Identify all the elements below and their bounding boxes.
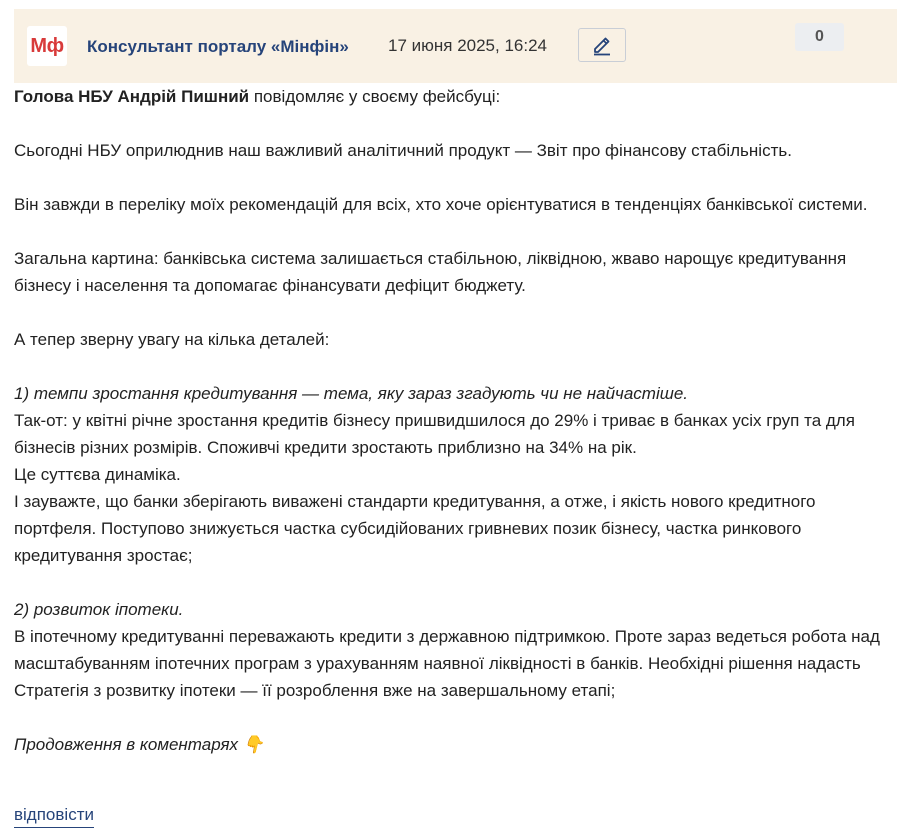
section-1-line-3: І зауважте, що банки зберігають виважені стандарти кредитування, а отже, і якість нового кредитного портфеля. Поступово знижується частка субсидійованих гривневих позик бізнесу, частка ринкового кредитування зростає; (14, 492, 816, 565)
paragraph-2: Він завжди в переліку моїх рекомендацій для всіх, хто хоче орієнтуватися в тенденціях банківської системи. (14, 195, 868, 214)
section-1-title: 1) темпи зростання кредитування — тема, яку зараз згадують чи не найчастіше. (14, 384, 689, 403)
comment-body (14, 83, 894, 758)
intro-text: повідомляє у своєму фейсбуці: (249, 87, 501, 106)
paragraph-1: Сьогодні НБУ оприлюднив наш важливий аналітичний продукт — Звіт про фінансову стабільність. (14, 141, 792, 160)
edit-button[interactable] (578, 28, 626, 62)
comment-header (14, 9, 897, 83)
continuation-note: Продовження в коментарях 👇 (14, 735, 264, 754)
section-1-line-2: Це суттєва динаміка. (14, 465, 181, 484)
post-date: 17 июня 2025, 16:24 (388, 36, 548, 55)
section-2-title: 2) розвиток іпотеки. (14, 600, 184, 619)
reply-link[interactable]: відповісти (14, 803, 94, 828)
intro-paragraph (14, 83, 894, 110)
rating-counter[interactable]: 0 (795, 23, 844, 51)
section-1-line-1: Так-от: у квітні річне зростання кредитів бізнесу пришвидшилося до 29% і триває в банках усіх груп та для бізнесів різних розмірів. Споживчі кредити зростають приблизно на 34% на рік. (14, 411, 855, 457)
intro-author: Голова НБУ Андрій Пишний (14, 87, 250, 106)
minfin-logo[interactable]: Мф (27, 26, 67, 66)
pencil-icon (591, 34, 613, 56)
author-link[interactable]: Консультант порталу «Мінфін» (87, 37, 349, 56)
section-2-line-1: В іпотечному кредитуванні переважають кредити з державною підтримкою. Проте зараз ведеться робота над масштабуванням іпотечних програм з урахуванням наявної ліквідності в банків. Необхідні рішення надасть Стратегія з розвитку іпотеки — її розроблення вже на завершальному етапі; (14, 627, 880, 700)
paragraph-3: Загальна картина: банківська система залишається стабільною, ліквідною, жваво нарощує кредитування бізнесу і населення та допомагає фінансувати дефіцит бюджету. (14, 249, 847, 295)
paragraph-4: А тепер зверну увагу на кілька деталей: (14, 330, 330, 349)
